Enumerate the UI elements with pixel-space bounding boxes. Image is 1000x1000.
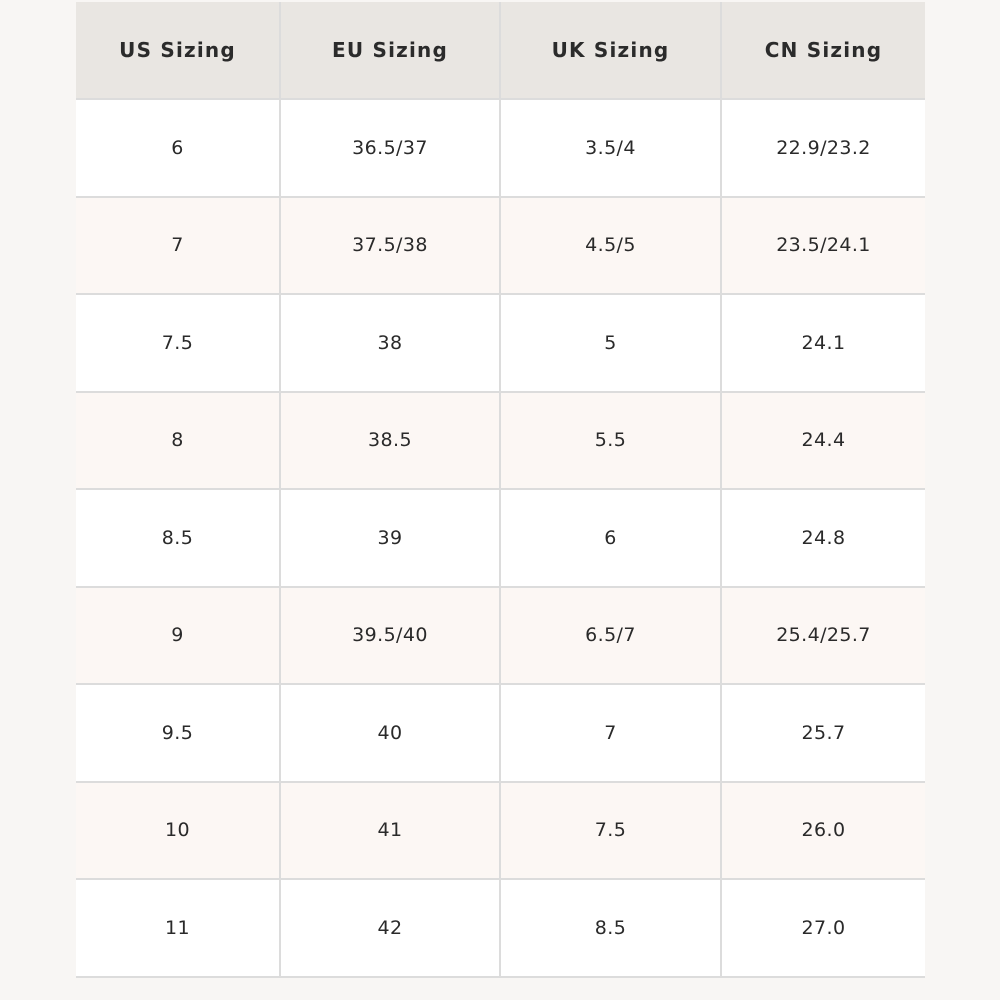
size-conversion-table: [76, 2, 925, 978]
cell-uk: 6.5/7: [500, 587, 721, 685]
table-row: [76, 392, 925, 490]
header-cn-sizing: CN Sizing: [721, 2, 925, 99]
table-row: [76, 197, 925, 295]
cell-uk: 3.5/4: [500, 99, 721, 197]
cell-uk: 7: [500, 684, 721, 782]
cell-eu: 38.5: [280, 392, 500, 490]
table-row: [76, 684, 925, 782]
cell-eu: 39.5/40: [280, 587, 500, 685]
cell-us: 11: [76, 879, 280, 977]
header-uk-sizing: UK Sizing: [500, 2, 721, 99]
header-us-sizing: US Sizing: [76, 2, 280, 99]
cell-uk: 8.5: [500, 879, 721, 977]
table-row: [76, 489, 925, 587]
cell-cn: 23.5/24.1: [721, 197, 925, 295]
cell-us: 7.5: [76, 294, 280, 392]
table-row: [76, 782, 925, 880]
cell-us: 8.5: [76, 489, 280, 587]
table-row: [76, 99, 925, 197]
cell-uk: 5.5: [500, 392, 721, 490]
table-row: [76, 587, 925, 685]
cell-us: 8: [76, 392, 280, 490]
cell-eu: 37.5/38: [280, 197, 500, 295]
cell-eu: 40: [280, 684, 500, 782]
cell-us: 7: [76, 197, 280, 295]
cell-cn: 26.0: [721, 782, 925, 880]
cell-cn: 27.0: [721, 879, 925, 977]
cell-uk: 6: [500, 489, 721, 587]
cell-eu: 39: [280, 489, 500, 587]
table-header-row: [76, 2, 925, 99]
cell-us: 10: [76, 782, 280, 880]
cell-cn: 24.1: [721, 294, 925, 392]
table-row: [76, 294, 925, 392]
cell-us: 9: [76, 587, 280, 685]
cell-eu: 41: [280, 782, 500, 880]
cell-eu: 38: [280, 294, 500, 392]
cell-uk: 4.5/5: [500, 197, 721, 295]
cell-cn: 22.9/23.2: [721, 99, 925, 197]
cell-us: 9.5: [76, 684, 280, 782]
header-eu-sizing: EU Sizing: [280, 2, 500, 99]
cell-eu: 42: [280, 879, 500, 977]
cell-uk: 5: [500, 294, 721, 392]
cell-cn: 25.4/25.7: [721, 587, 925, 685]
table-row: [76, 879, 925, 977]
cell-eu: 36.5/37: [280, 99, 500, 197]
cell-cn: 24.4: [721, 392, 925, 490]
cell-cn: 25.7: [721, 684, 925, 782]
cell-cn: 24.8: [721, 489, 925, 587]
cell-us: 6: [76, 99, 280, 197]
cell-uk: 7.5: [500, 782, 721, 880]
